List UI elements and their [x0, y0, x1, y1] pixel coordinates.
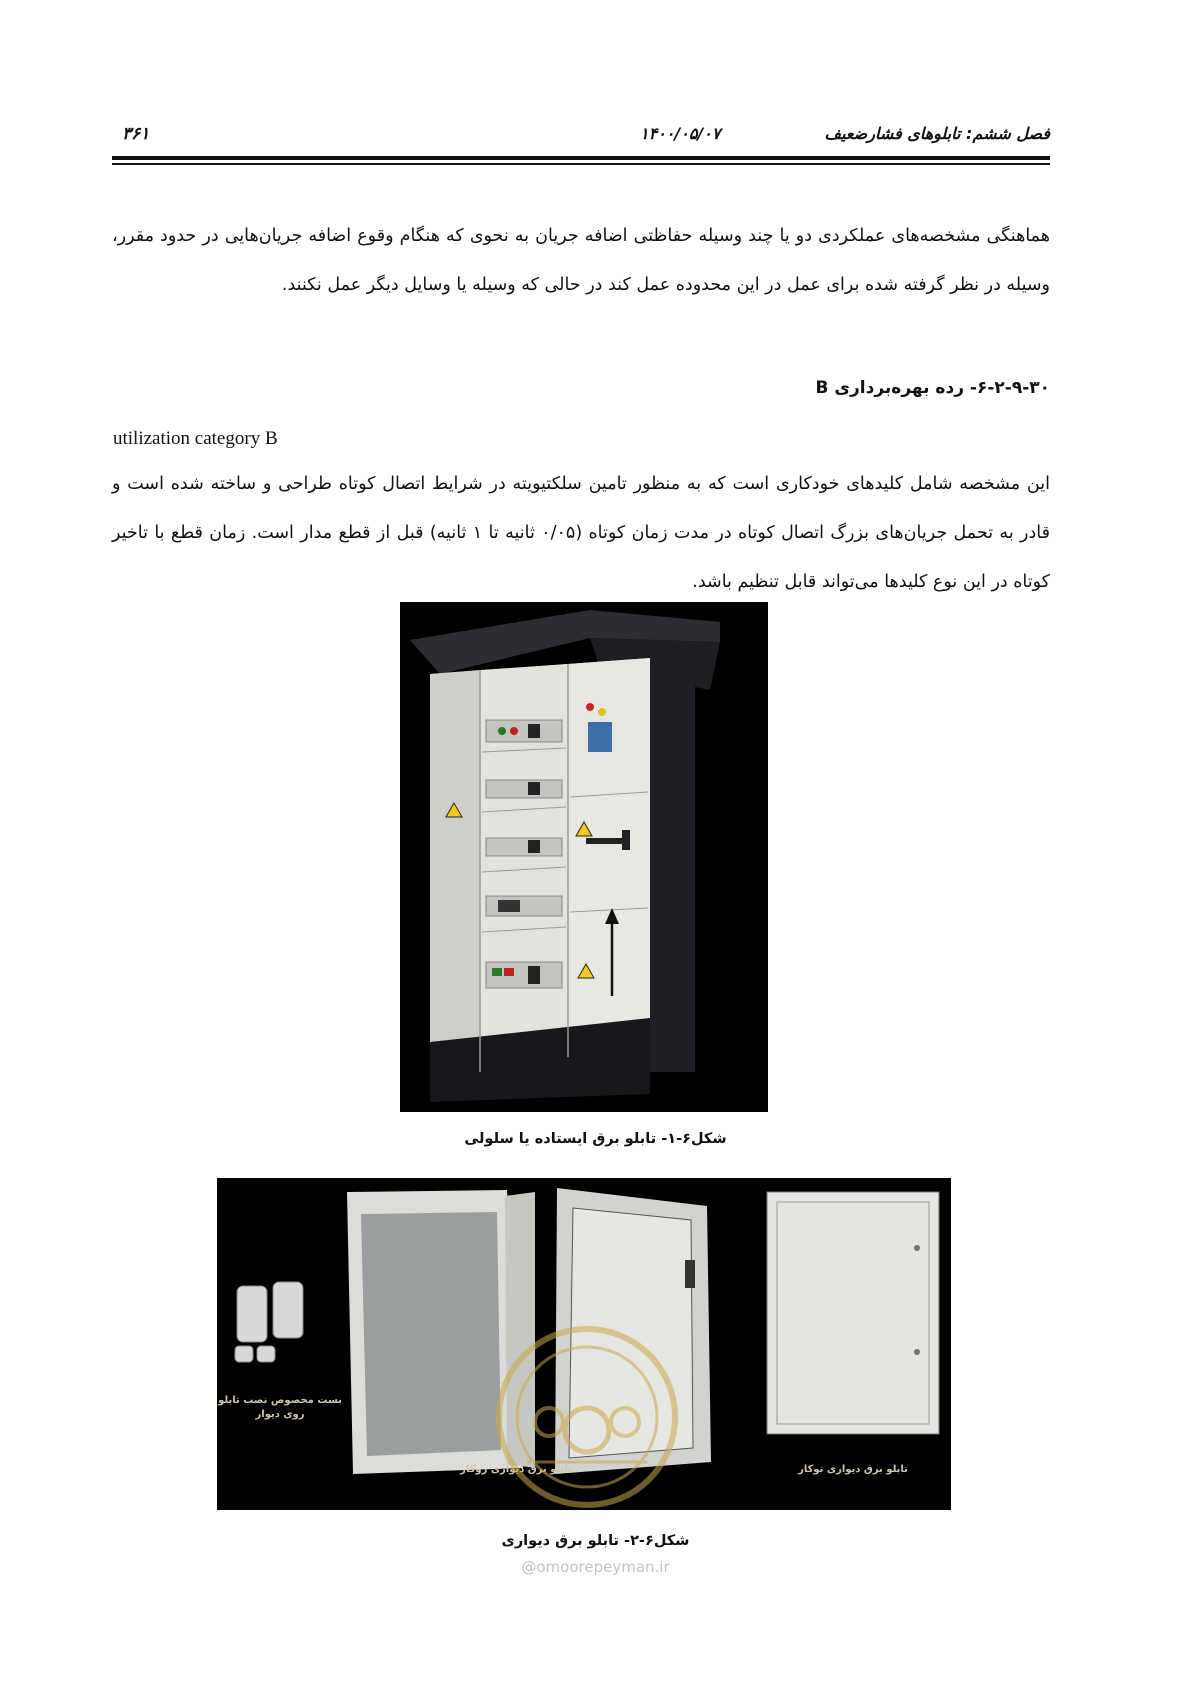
brackets-label: بست مخصوص نصب تابلو روی دیوار	[218, 1395, 342, 1420]
page-number: ۳۶۱	[122, 124, 150, 144]
site-watermark: @omoorepeyman.ir	[521, 1558, 670, 1576]
section-heading: ۶-۲-۹-۳۰- رده بهره‌برداری B	[815, 378, 1050, 398]
body-paragraph-description: این مشخصه شامل کلیدهای خودکاری است که به منظور تامین سلکتیویته در شرایط اتصال کوتاه طراحی و ساخته شده است و قادر به تحمل جریان‌های بزرگ اتصال کوتاه در مدت زمان کوتاه (۰/۰۵ ثانیه تا ۱ ثانیه) قبل از قطع مدار است. زمان قطع با تاخیر کوتاه در این نوع کلیدها می‌تواند قابل تنظیم باشد.	[112, 474, 1050, 592]
english-term: utilization category B	[113, 428, 278, 449]
chapter-title: فصل ششم: تابلوهای فشارضعیف	[824, 124, 1050, 143]
page-header	[112, 124, 1050, 148]
figure1-caption: شکل۶-۱- تابلو برق ایستاده یا سلولی	[464, 1131, 727, 1147]
open-cabinet-label: تابلو برق دیواری روکار	[460, 1464, 572, 1475]
body-paragraph-definition: هماهنگی مشخصه‌های عملکردی دو یا چند وسیله حفاظتی اضافه جریان به نحوی که هنگام وقوع اضافه جریان‌هایی در حدود مقرر، وسیله در نظر گرفته شده برای عمل در این محدوده عمل کند در حالی که وسیله یا وسایل دیگر عمل نکنند.	[112, 226, 1050, 295]
header-rule-thin	[112, 163, 1050, 165]
header-rule-thick	[112, 156, 1050, 160]
figure2-caption: شکل۶-۲- تابلو برق دیواری	[501, 1533, 690, 1549]
figure-floor-standing-panel	[400, 602, 768, 1112]
header-date: ۱۴۰۰/۰۵/۰۷	[640, 124, 721, 143]
flush-cabinet-label: تابلو برق دیواری توکار	[798, 1464, 908, 1475]
publisher-seal-watermark	[487, 1312, 687, 1522]
floor-standing-panel-illustration	[400, 602, 768, 1112]
